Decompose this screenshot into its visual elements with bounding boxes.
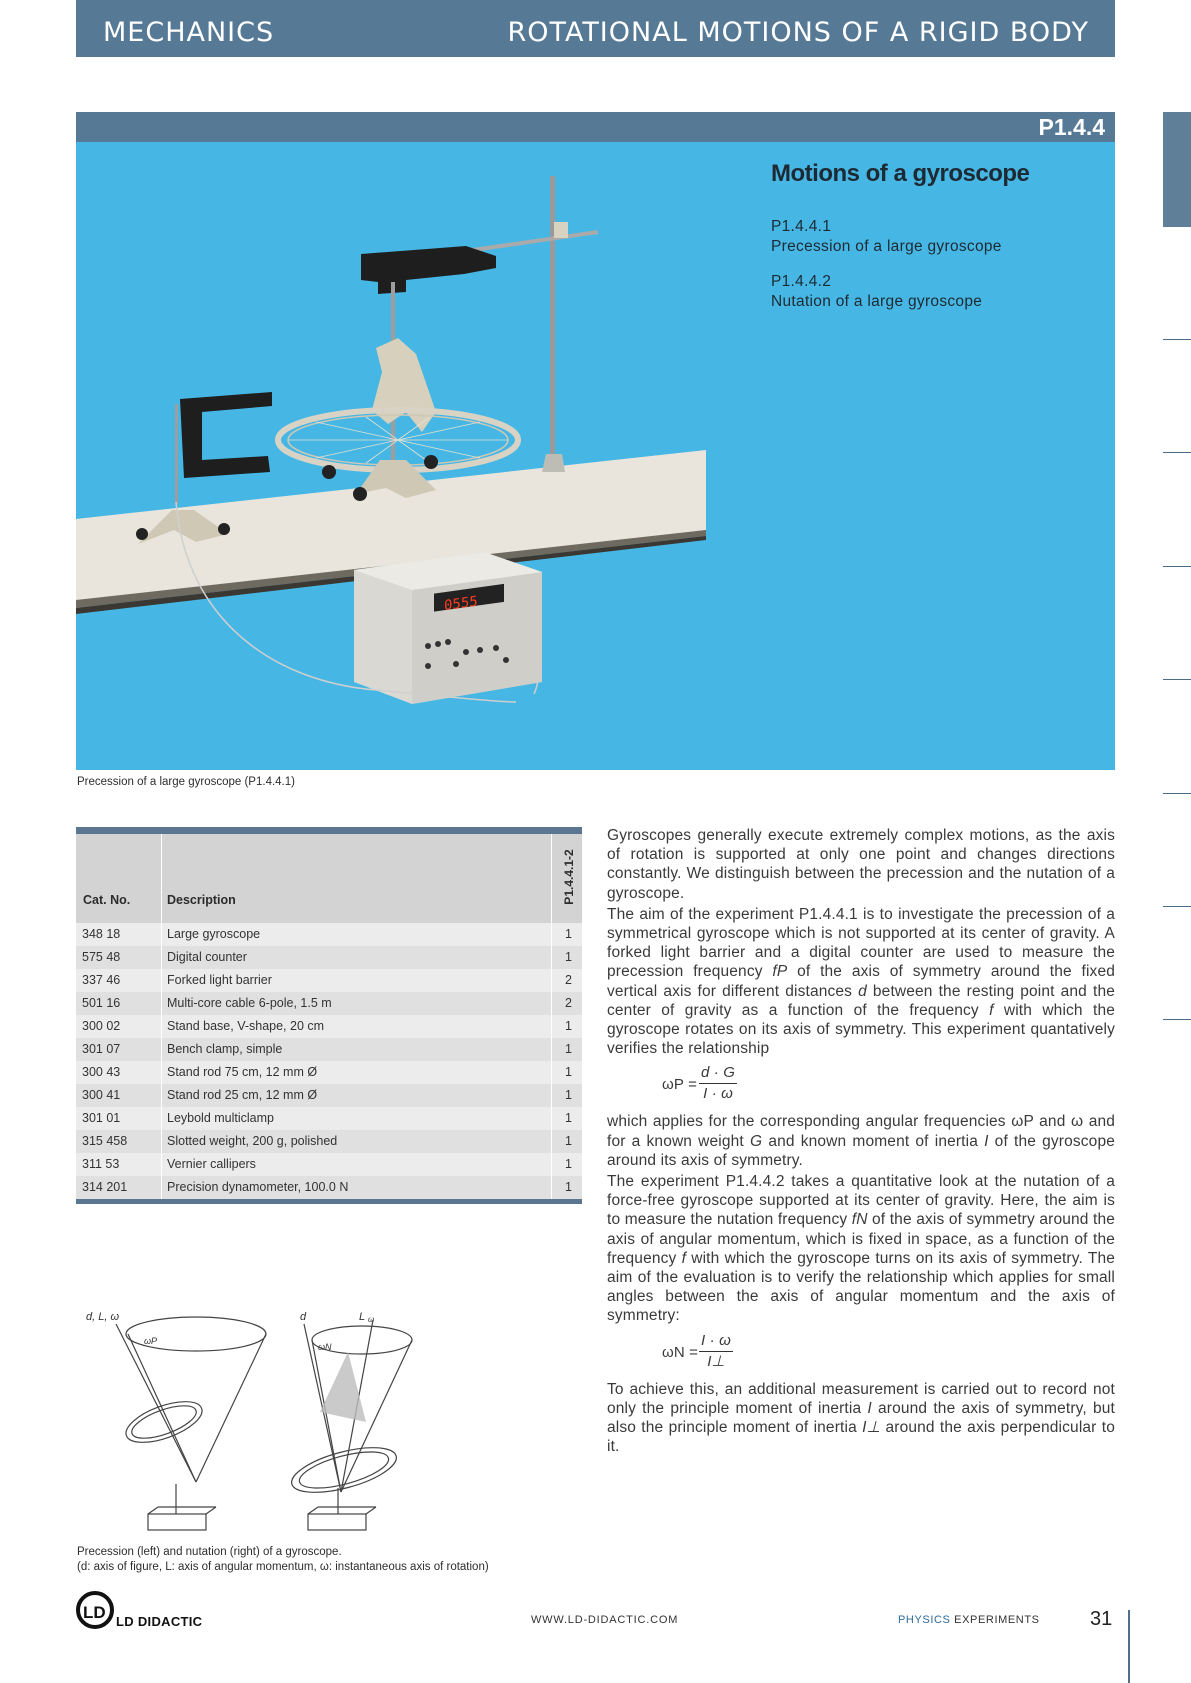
table-row: 575 48 Digital counter 1 [76,946,582,969]
diagram-label-left-arc: ωP [144,1336,158,1346]
side-tick [1163,679,1191,680]
section-code: P1.4.4 [1038,114,1105,140]
diagram-caption [77,1545,489,1575]
table-row: 311 53 Vernier callipers 1 [76,1153,582,1176]
diagram-label-right-arc: ωN [318,1342,332,1352]
table-row: 300 43 Stand rod 75 cm, 12 mm Ø 1 [76,1061,582,1084]
table-row: 301 07 Bench clamp, simple 1 [76,1038,582,1061]
table-row: 348 18 Large gyroscope 1 [76,923,582,946]
header-description: Description [167,893,236,907]
side-tick [1163,452,1191,453]
equipment-table [76,827,582,1204]
ld-logo-icon [76,1590,116,1635]
paragraph: To achieve this, an additional measurement is carried out to record not only the principle moment of inertia I around the axis of symmetry, but also the principle moment of inertia I⊥ around the axis perpendicular to it. [607,1380,1115,1456]
experiment-code: P1.4.4.1 [771,218,832,235]
diagram-caption-line1: Precession (left) and nutation (right) of a gyroscope. [77,1546,342,1558]
paragraph: The aim of the experiment P1.4.4.1 is to investigate the precession of a symmetrical gyroscope which is not supported at its center of gravity. A forked light barrier and a digital counter are used to measure the precession frequency fP of the axis of symmetry around the fixed vertical axis for different distances d between the resting point and the center of gravity as a function of the frequency f with which the gyroscope rotates on its axis of symmetry. This experiment quantatively verifies the relationship [607,905,1115,1058]
page-edge-bar [1128,1610,1130,1683]
footer-category: PHYSICS EXPERIMENTS [898,1614,1040,1626]
side-tick [1163,339,1191,340]
side-tab-marker [1163,112,1191,227]
svg-text:LD: LD [83,1603,106,1622]
table-row: 314 201 Precision dynamometer, 100.0 N 1 [76,1176,582,1199]
experiment-name: Precession of a large gyroscope [771,238,1002,255]
table-row: 300 02 Stand base, V-shape, 20 cm 1 [76,1015,582,1038]
footer-url[interactable]: WWW.LD-DIDACTIC.COM [531,1614,679,1626]
brand-name: LD DIDACTIC [116,1614,203,1629]
table-header [76,834,582,923]
diagram-label-right-omega: ω [368,1315,375,1324]
page-header [76,0,1115,57]
paragraph: Gyroscopes generally execute extremely complex motions, as the axis of rotation is supported at only one point and changes directions constantly. We distinguish between the precession and the nutation of a gyroscope. [607,827,1115,902]
table-row: 337 46 Forked light barrier 2 [76,969,582,992]
table-row: 301 01 Leybold multiclamp 1 [76,1107,582,1130]
section-bar [76,112,1115,142]
diagram-label-right-L: L [359,1311,366,1323]
diagram-label-right-d: d [300,1311,307,1323]
experiment-item [771,272,982,312]
table-row: 300 41 Stand rod 25 cm, 12 mm Ø 1 [76,1084,582,1107]
page-number: 31 [1090,1608,1113,1630]
photo-caption: Precession of a large gyroscope (P1.4.4.1) [77,776,295,788]
table-row: 315 458 Slotted weight, 200 g, polished 1 [76,1130,582,1153]
diagram-label-left-axes: d, L, ω [86,1311,120,1323]
header-subject: MECHANICS [103,17,275,48]
side-tick [1163,793,1191,794]
diagram-caption-line2: (d: axis of figure, L: axis of angular momentum, ω: instantaneous axis of rotation) [77,1561,489,1573]
side-tick [1163,906,1191,907]
paragraph: which applies for the corresponding angular frequencies ωP and ω and for a known weight G and known moment of inertia I of the gyroscope around its axis of symmetry. [607,1113,1115,1169]
experiment-name: Nutation of a large gyroscope [771,293,983,310]
side-tick [1163,566,1191,567]
header-cat-no: Cat. No. [83,893,131,907]
formula-nutation: ωN = $\frac{I \cdot \omega}{I\perp}$ [662,1331,731,1370]
table-row: 501 16 Multi-core cable 6-pole, 1.5 m 2 [76,992,582,1015]
experiment-code: P1.4.4.2 [771,273,832,290]
body-text [607,826,1115,1458]
paragraph: The experiment P1.4.4.2 takes a quantitative look at the nutation of a force-free gyroscope supported at its center of gravity. Here, the aim is to measure the nutation frequency fN of the axis of symmetry around the axis of angular momentum, which is fixed in space, as a function of the frequency f with which the gyroscope turns on its axis of symmetry. The aim of the evaluation is to verify the relationship which applies for small angles between the axis of angular momentum and the axis of symmetry: [607,1173,1115,1325]
experiment-item [771,217,1002,257]
formula-precession: ωP = $\frac{d \cdot G}{I \cdot \omega}$ [662,1064,736,1103]
precession-nutation-diagram [76,1302,448,1542]
experiment-title: Motions of a gyroscope [771,160,1030,187]
header-topic: ROTATIONAL MOTIONS OF A RIGID BODY [507,17,1089,48]
table-body [76,923,582,1199]
side-tick [1163,1019,1191,1020]
counter-display: 0555 [444,593,478,615]
header-quantity: P1.4.4.1-2 [561,849,576,905]
